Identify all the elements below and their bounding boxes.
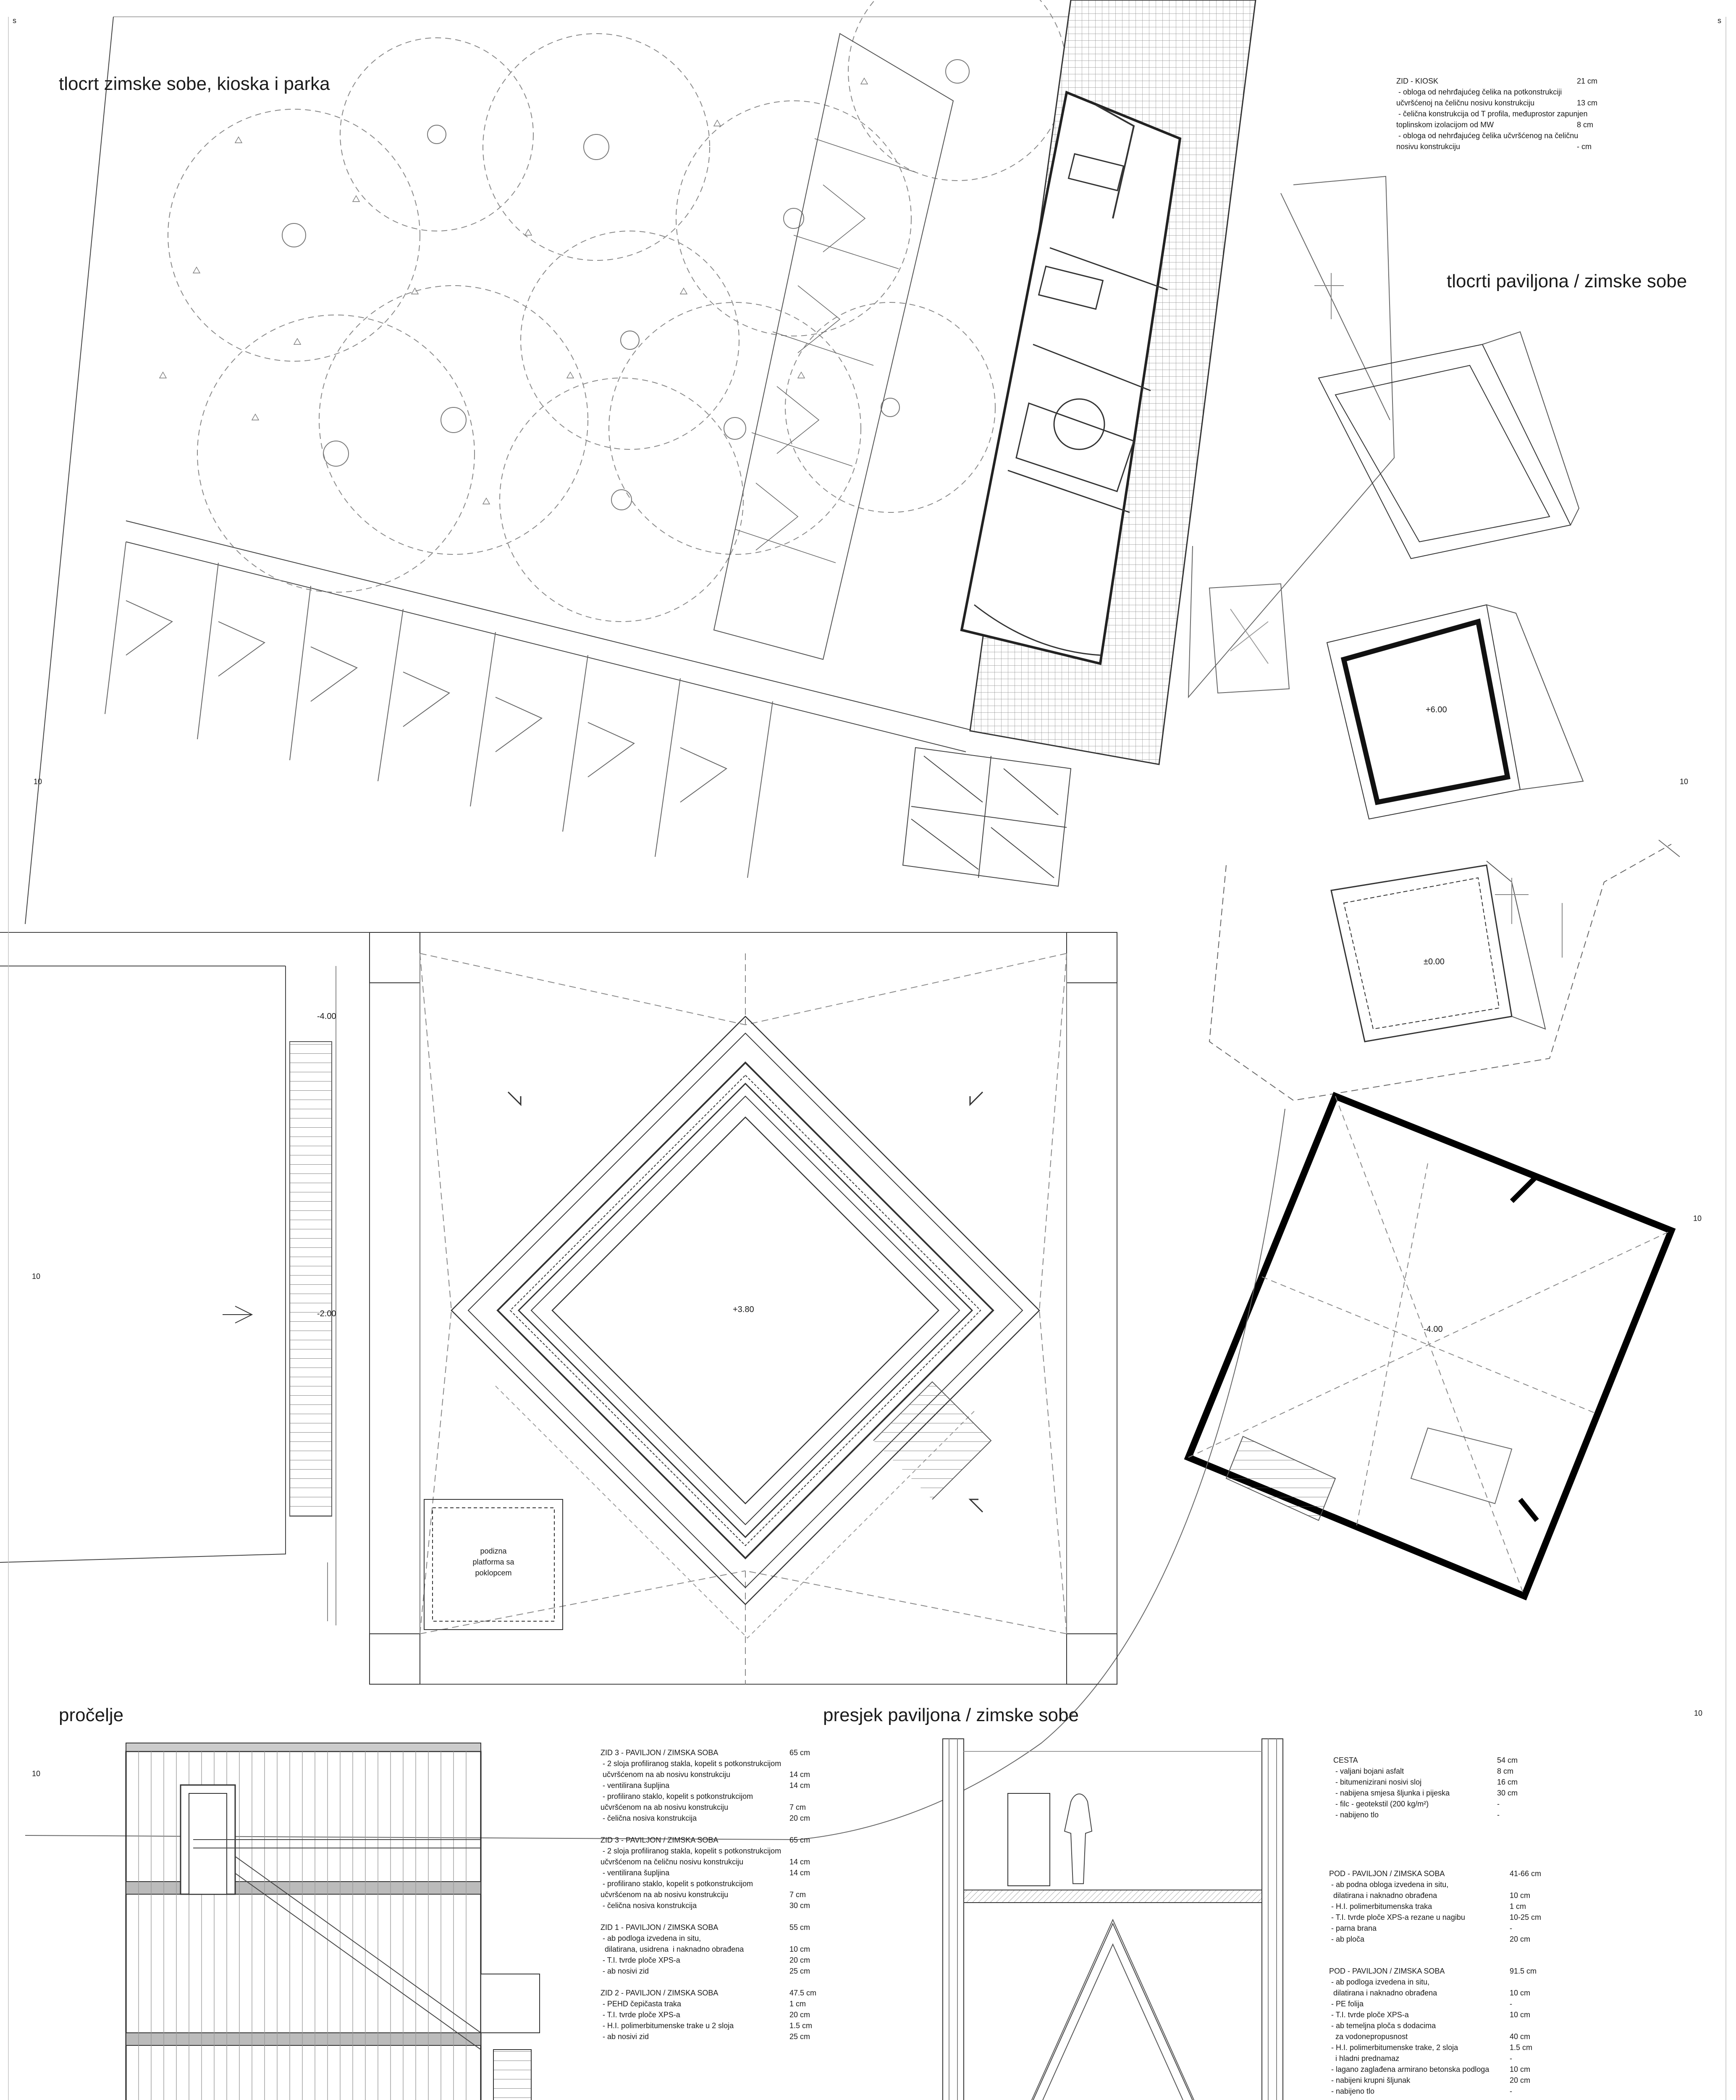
spec-row [1329,1879,1581,1890]
level-basement: -4.00 [1424,1325,1443,1334]
level-upper: +6.00 [1426,705,1447,714]
spec-text: ZID 3 - PAVILJON / ZIMSKA SOBA [601,1748,719,1757]
grid-mark: 10 [1680,777,1689,786]
spec-value: 16 cm [1497,1778,1518,1786]
kiosk-plan [903,0,1256,886]
spec-row [1329,1998,1581,2009]
spec-row [601,2009,861,2020]
spec-value: 10 cm [1510,2065,1531,2074]
spec-row [601,1900,861,1911]
ground-floor-walls [1331,865,1512,1042]
spec-value: 10 cm [1510,1989,1531,1997]
spec-value [1510,2020,1581,2031]
spec-row [1333,1755,1568,1766]
spec-row [1396,76,1648,87]
spec-text: nosivu konstrukciju [1396,142,1461,151]
spec-row [1333,1788,1568,1798]
spec-text: - valjani bojani asfalt [1333,1767,1404,1775]
spec-value: 91.5 cm [1510,1967,1537,1975]
spec-text: - ventilirana šupljina [601,1781,670,1790]
grid-mark: 10 [1693,1214,1702,1223]
spec-value [789,1933,861,1944]
spec-value: 65 cm [789,1748,810,1757]
spec-value: 1.5 cm [789,2021,813,2030]
spec-row [1329,1912,1581,1923]
spec-text: i hladni prednamaz [1329,2054,1400,2063]
spec-text: - filc - geotekstil (200 kg/m²) [1333,1800,1429,1808]
spec-text: - T.I. tvrde ploče XPS-a [1329,2011,1409,2019]
platform-label-line: platforma sa [472,1558,514,1566]
spec-value: 20 cm [1510,2076,1531,2084]
grid-mark: 10 [1694,1709,1703,1717]
spec-value: 20 cm [1510,1935,1531,1943]
spec-row [1396,87,1648,97]
zigzag-paving [105,542,773,878]
spec-row [1329,1868,1581,1879]
spec-value: 8 cm [1497,1767,1514,1775]
spec-row [601,1955,861,1966]
north-mark-left: s [13,16,16,25]
spec-value: 55 cm [789,1923,810,1932]
spec-row [1329,1923,1581,1934]
spec-value [1510,1977,1581,1987]
spec-row [601,1813,861,1824]
title-pavilion-plans: tlocrti paviljona / zimske sobe [1447,271,1687,291]
grid-mark: 10 [32,1769,41,1778]
spec-text: - H.I. polimerbitumenske trake u 2 sloja [601,2021,734,2030]
spec-row [601,1998,861,2009]
spec-text: - 2 sloja profiliranog stakla, kopelit s potkonstrukcijom [601,1847,781,1855]
level-diamond: +3.80 [733,1305,754,1314]
pavilion-plans [1188,176,1680,1596]
spec-text: učvršćenom na čeličnu nosivu konstrukciju [601,1858,744,1866]
spec-text: - profilirano staklo, kopelit s potkonstrukcijom [601,1792,753,1801]
spec-text: učvršćenom na ab nosivu konstrukciju [601,1890,729,1899]
spec-row [1329,2064,1581,2075]
spec-value [1510,1879,1581,1890]
level-stair-mid: -2.00 [317,1309,336,1318]
spec-value [789,1845,861,1856]
spec-row [1329,2075,1581,2086]
spec-value: 41-66 cm [1510,1869,1542,1878]
spec-row [601,1802,861,1813]
spec-row [1329,1934,1581,1945]
spec-row [1329,1966,1581,1977]
spec-floor-basement [1329,1966,1581,2097]
spec-value: 20 cm [789,1956,810,1964]
spec-row [601,1987,861,1998]
spec-row [1329,2042,1581,2053]
spec-value: 54 cm [1497,1756,1518,1764]
spec-text: ZID 2 - PAVILJON / ZIMSKA SOBA [601,1989,719,1997]
tree-trunks [282,60,969,510]
spec-value [789,1791,861,1802]
spec-text: - PE folija [1329,2000,1364,2008]
spec-row [1333,1777,1568,1788]
spec-row [1329,2020,1581,2031]
spec-text: - T.I. tvrde ploče XPS-a [601,1956,680,1964]
spec-text: dilatirana i naknadno obrađena [1329,1891,1437,1900]
spec-text: - bitumenizirani nosivi sloj [1333,1778,1422,1786]
spec-gap [601,1977,861,1987]
spec-row [1396,141,1648,152]
spec-text: - nabijeni krupni šljunak [1329,2076,1411,2084]
spec-text: - PEHD čepičasta traka [601,2000,682,2008]
spec-row [1396,108,1648,119]
spec-text: - obloga od nehrđajućeg čelika na potkonstrukciji [1396,88,1562,96]
spec-row [601,1966,861,1977]
spec-text: učvršćenom na ab nosivu konstrukciju [601,1770,731,1779]
person-figure [1065,1794,1092,1884]
spec-value: 8 cm [1577,121,1594,129]
facade-elevation [126,1743,540,2100]
spec-value: 1 cm [1510,1902,1526,1911]
park-edge-line [126,521,974,731]
spec-text: ZID 1 - PAVILJON / ZIMSKA SOBA [601,1923,719,1932]
title-section: presjek paviljona / zimske sobe [823,1705,1079,1725]
spec-value [1577,87,1648,97]
spec-text: - ab ploča [1329,1935,1365,1943]
spec-row [601,1758,861,1769]
spec-text: ZID - KIOSK [1396,77,1439,85]
grass-marks [160,78,868,504]
spec-value: - [1497,1811,1500,1819]
spec-value: 30 cm [789,1901,810,1910]
spec-row [1396,119,1648,130]
parking-boxes [903,748,1071,886]
level-stair-top: -4.00 [317,1012,336,1021]
spec-value: 10 cm [789,1945,810,1953]
spec-row [601,1780,861,1791]
spec-text: - lagano zaglađena armirano betonska podloga [1329,2065,1489,2074]
spec-value: 40 cm [1510,2032,1531,2041]
spec-text: dilatirana, usidrena i naknadno obrađena [601,1945,744,1953]
platform-label [449,1546,538,1578]
spec-row [601,1878,861,1889]
north-mark-right: s [1718,16,1721,25]
spec-text: - profilirano staklo, kopelit s potkonstrukcijom [601,1880,753,1888]
spec-floor-upper [1329,1868,1581,1945]
spec-row [1329,1987,1581,1998]
spec-value: 10 cm [1510,1891,1531,1900]
spec-text: POD - PAVILJON / ZIMSKA SOBA [1329,1967,1445,1975]
spec-row [601,1856,861,1867]
site-boundary-line [25,17,113,924]
spec-text: - ab podloga izvedena in situ, [601,1934,701,1942]
top-pavilion-square [1319,344,1571,559]
spec-row [601,2031,861,2042]
spec-value: 14 cm [789,1770,810,1779]
spec-value: - cm [1577,142,1592,151]
road-curve [25,1109,1285,1840]
spec-row [601,1922,861,1933]
spec-value: - [1510,2087,1512,2095]
spec-value: 47.5 cm [789,1989,817,1997]
spec-row [601,1747,861,1758]
spec-text: - ab podloga izvedena in situ, [1329,1978,1430,1986]
spec-text: učvršćenoj na čeličnu nosivu konstrukciju [1396,99,1535,107]
spec-text: - H.I. polimerbitumenska traka [1329,1902,1432,1911]
spec-row [1329,1977,1581,1987]
spec-value: 20 cm [789,2011,810,2019]
spec-value: 1.5 cm [1510,2043,1533,2052]
spec-value: - [1510,2054,1512,2063]
spec-value: 7 cm [789,1890,806,1899]
spec-row [601,2020,861,2031]
spec-walls [601,1747,861,2042]
spec-text: - ab podna obloga izvedena in situ, [1329,1880,1449,1889]
spec-value: - [1510,2000,1512,2008]
spec-value: 10-25 cm [1510,1913,1542,1922]
spec-value: 21 cm [1577,77,1598,85]
planter-strip [714,34,953,659]
spec-row [1329,1901,1581,1912]
spec-row [601,1835,861,1845]
park-plan [25,0,1071,924]
spec-row [601,1944,861,1955]
grid-mark: 10 [32,1272,41,1281]
grid-mark: 10 [34,777,42,786]
spec-text: - čelična konstrukcija od T profila, međuprostor zapunjen [1396,110,1588,118]
spec-row [1329,2009,1581,2020]
level-ground: ±0.00 [1424,957,1445,966]
title-facade: pročelje [59,1705,124,1725]
spec-value: 30 cm [1497,1789,1518,1797]
spec-kiosk [1396,76,1648,152]
spec-text: učvršćenom na ab nosivu konstrukciju [601,1803,729,1811]
spec-row [601,1769,861,1780]
spec-value: 20 cm [789,1814,810,1822]
spec-row [1333,1798,1568,1809]
spec-row [1396,130,1648,141]
spec-text: za vodonepropusnost [1329,2032,1408,2041]
spec-row [601,1845,861,1856]
spec-gap [601,1824,861,1835]
stair-strip [0,932,370,1625]
spec-row [1329,2053,1581,2064]
spec-text: - T.I. tvrde ploče XPS-a rezane u nagibu [1329,1913,1465,1922]
spec-value: 25 cm [789,1967,810,1975]
spec-row [601,1933,861,1944]
spec-value: 7 cm [789,1803,806,1811]
spec-text: - ab nosivi zid [601,2032,649,2041]
spec-value: 14 cm [789,1869,810,1877]
spec-text: - nabijena smjesa šljunka i pijeska [1333,1789,1450,1797]
spec-row [1333,1766,1568,1777]
spec-row [1329,2086,1581,2097]
spec-value: 65 cm [789,1836,810,1844]
spec-value [1578,130,1648,141]
spec-row [1329,1890,1581,1901]
spec-text: - T.I. tvrde ploče XPS-a [601,2011,680,2019]
spec-text: POD - PAVILJON / ZIMSKA SOBA [1329,1869,1445,1878]
spec-text: - obloga od nehrđajućeg čelika učvršćenog na čeličnu [1396,131,1579,140]
spec-road [1333,1755,1568,1820]
spec-text: - čelična nosiva konstrukcija [601,1814,697,1822]
spec-row [601,1867,861,1878]
spec-row [601,1889,861,1900]
spec-value: 13 cm [1577,99,1598,107]
spec-value: - [1497,1800,1500,1808]
platform-label-line: podizna [480,1547,507,1555]
spec-row [1329,2031,1581,2042]
spec-text: - ab nosivi zid [601,1967,649,1975]
spec-value: 10 cm [1510,2011,1531,2019]
spec-text: - ventilirana šupljina [601,1869,670,1877]
spec-text: - H.I. polimerbitumenske trake, 2 sloja [1329,2043,1458,2052]
spec-value [1588,108,1648,119]
spec-value [789,1878,861,1889]
title-park-plan: tlocrt zimske sobe, kioska i parka [59,74,330,94]
spec-text: toplinskom izolacijom od MW [1396,121,1494,129]
spec-value: 14 cm [789,1858,810,1866]
spec-text: - nabijeno tlo [1329,2087,1375,2095]
spec-text: - parna brana [1329,1924,1377,1932]
spec-text: - čelična nosiva konstrukcija [601,1901,697,1910]
spec-text: - ab temeljna ploča s dodacima [1329,2021,1436,2030]
spec-row [1396,97,1648,108]
spec-value: 1 cm [789,2000,806,2008]
spec-value [789,1758,861,1769]
spec-text: ZID 3 - PAVILJON / ZIMSKA SOBA [601,1836,719,1844]
spec-text: - 2 sloja profiliranog stakla, kopelit s potkonstrukcijom [601,1759,781,1768]
spec-value: 14 cm [789,1781,810,1790]
spec-gap [601,1911,861,1922]
spec-text: - nabijeno tlo [1333,1811,1379,1819]
spec-row [601,1791,861,1802]
spec-value: 25 cm [789,2032,810,2041]
spec-value: - [1510,1924,1512,1932]
spec-row [1333,1809,1568,1820]
spec-text: CESTA [1333,1756,1358,1764]
spec-text: dilatirana i naknadno obrađena [1329,1989,1437,1997]
platform-label-line: poklopcem [475,1569,512,1577]
